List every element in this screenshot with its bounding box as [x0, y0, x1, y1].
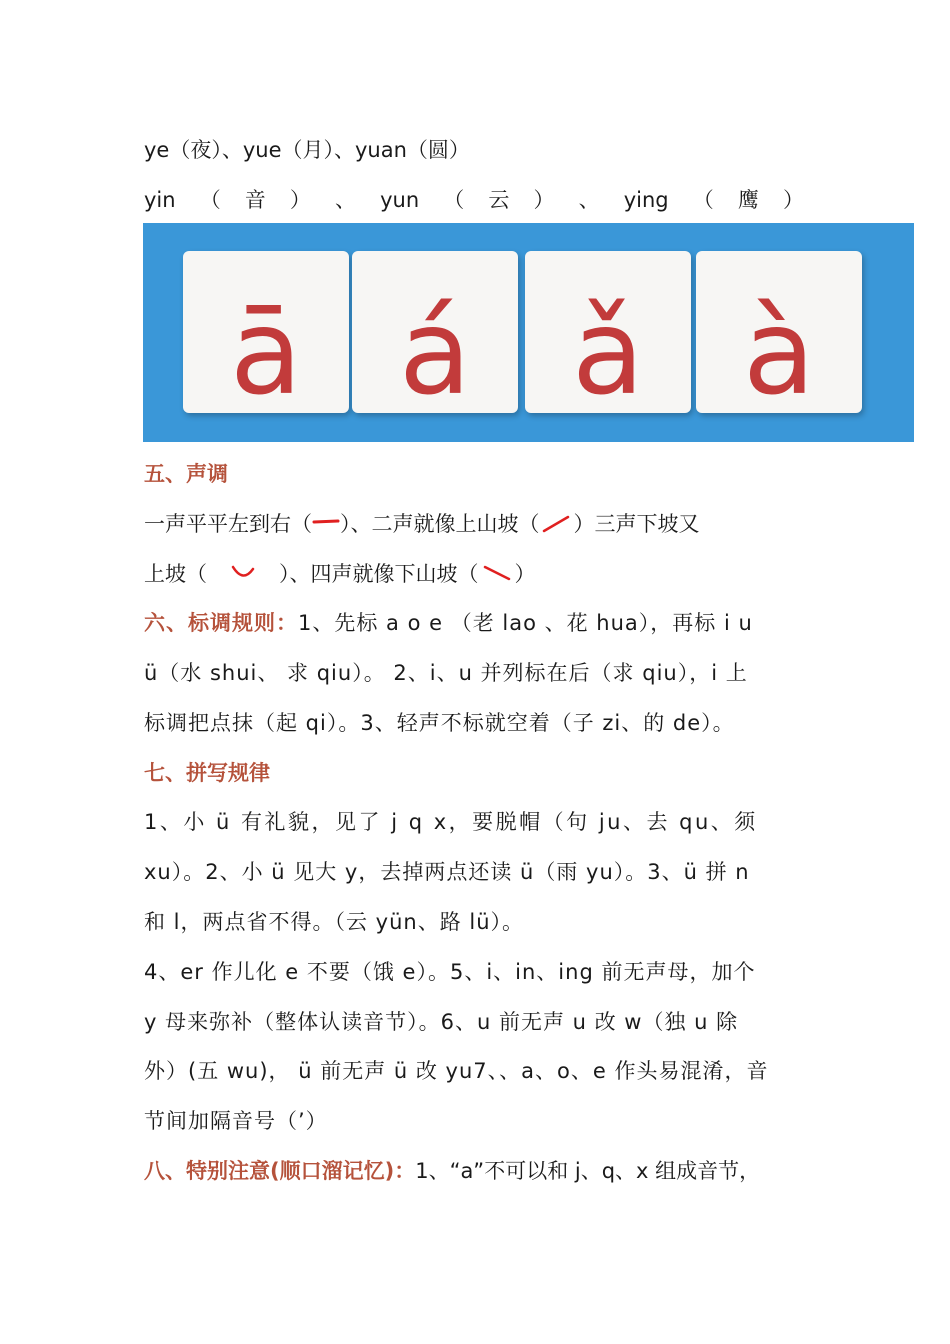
section8-line1	[144, 1156, 824, 1186]
line-ye-yue-yuan: ye（夜）、yue（月）、yuan（圆）	[144, 138, 470, 162]
token: ）	[533, 188, 555, 212]
line-yin-yun-ying	[144, 185, 804, 215]
section5-heading: 五、声调	[144, 462, 228, 486]
tone-card-letter: ǎ	[571, 283, 645, 421]
section7-heading: 七、拼写规律	[144, 761, 270, 785]
section5-line2	[144, 559, 824, 589]
text: ）、二声就像上山坡（	[340, 512, 540, 536]
text: 1、“a”不可以和 j、q、x 组成音节，	[415, 1159, 761, 1183]
token: ）	[289, 188, 311, 212]
token: （	[692, 188, 714, 212]
section6-line1	[144, 608, 824, 638]
section8-heading: 八、特别注意(顺口溜记忆)：	[144, 1159, 416, 1183]
token: 、	[578, 188, 600, 212]
tone-rising-icon	[540, 513, 574, 537]
token: 音	[244, 188, 266, 212]
token: ying	[623, 188, 669, 212]
section6-line3: 标调把点抹（起 qi）。3、轻声不标就空着（子 zi、的 de）。	[144, 711, 735, 735]
token: yin	[144, 188, 176, 212]
section7-line5: y 母来弥补（整体认读音节）。6、u 前无声 u 改 w（独 u 除	[144, 1010, 739, 1034]
text: ）三声下坡又	[573, 512, 700, 536]
section6-line2: ü（水 shui、 求 qiu）。 2、i、u 并列标在后（求 qiu），i 上	[144, 661, 748, 685]
section5-line1	[144, 509, 824, 539]
section7-line6: 外）(五 wu)， ü 前无声 ü 改 yu7、、a、o、e 作头易混淆，音	[144, 1059, 769, 1083]
text: 上坡（	[144, 562, 207, 586]
tone-card-letter: á	[398, 283, 472, 421]
token: yun	[380, 188, 420, 212]
token: （	[443, 188, 465, 212]
text: 1、先标 a o e （老 lao 、花 hua），再标 i u	[298, 611, 753, 635]
tone-dip-icon	[207, 563, 279, 587]
tone-card-3	[525, 251, 691, 421]
tone-flat-icon	[312, 515, 340, 535]
tone-falling-icon	[479, 563, 515, 587]
section7-line4: 4、er 作儿化 e 不要（饿 e）。5、i、in、ing 前无声母，加个	[144, 960, 756, 984]
section7-line2: xu）。2、小 ü 见大 y，去掉两点还读 ü（雨 yu）。3、ü 拼 n	[144, 860, 750, 884]
text: 一声平平左到右（	[144, 512, 312, 536]
token: ）	[782, 188, 804, 212]
tone-card-letter: à	[742, 283, 816, 421]
tone-card-2	[352, 251, 518, 421]
text: ）、四声就像下山坡（	[279, 562, 479, 586]
tone-card-1	[183, 251, 349, 421]
token: 、	[335, 188, 357, 212]
text: ）	[514, 562, 536, 586]
section7-line7: 节间加隔音号（’）	[144, 1109, 328, 1133]
tone-card-letter: ā	[229, 283, 303, 421]
token: （	[199, 188, 221, 212]
section6-heading: 六、标调规则：	[144, 611, 298, 635]
tone-cards-photo	[143, 223, 914, 442]
tone-card-4	[696, 251, 862, 421]
section7-line3: 和 l，两点省不得。（云 yün、路 lü）。	[144, 910, 525, 934]
token: 云	[488, 188, 510, 212]
section7-line1: 1、小 ü 有礼貌，见了 j q x，要脱帽（句 ju、去 qu、须	[144, 810, 758, 834]
token: 鹰	[737, 188, 759, 212]
